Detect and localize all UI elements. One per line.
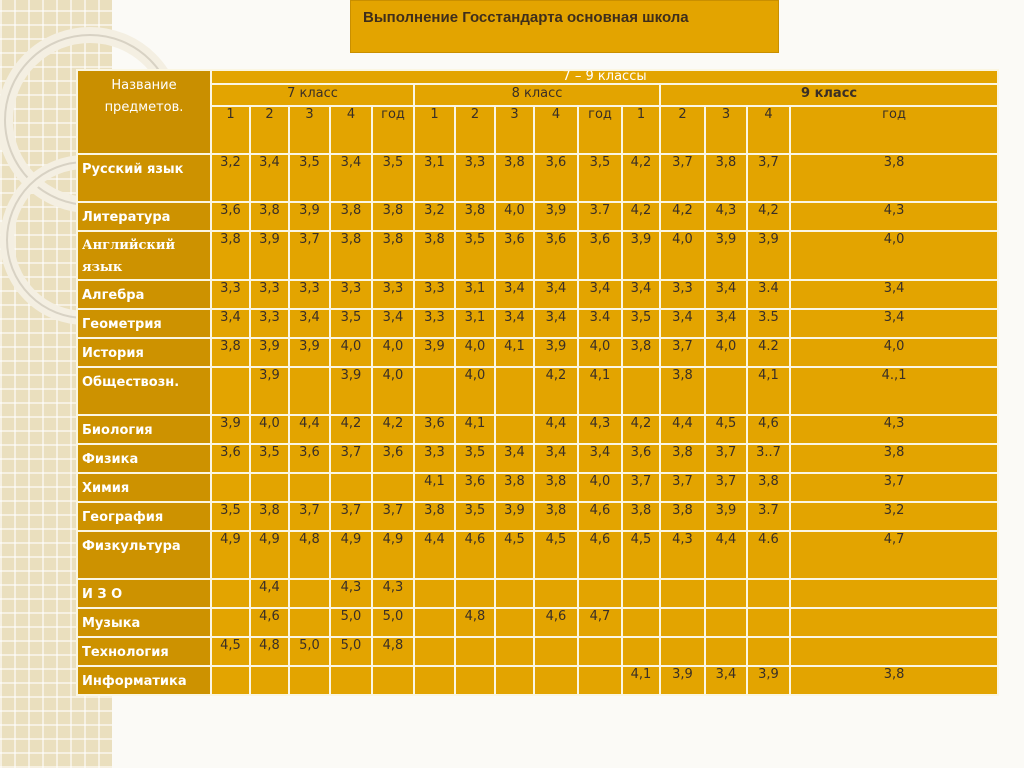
grade-cell: 3,9	[534, 338, 578, 367]
grade-cell: 3,3	[414, 309, 455, 338]
class-8-header: 8 класс	[414, 84, 660, 106]
table-row	[77, 502, 998, 531]
grade-cell: 3.4	[578, 309, 622, 338]
grade-cell: 3,6	[289, 444, 330, 473]
year-grade-cell: 4,7	[790, 531, 998, 579]
grade-cell	[622, 367, 660, 415]
grade-cell	[534, 637, 578, 666]
grade-cell: 4,1	[414, 473, 455, 502]
grade-cell: 4,5	[622, 531, 660, 579]
year-grade-cell: 4,0	[790, 231, 998, 280]
quarter-header-cell: 2	[455, 106, 495, 154]
grade-cell: 3,9	[250, 338, 289, 367]
grade-cell: 3,8	[211, 231, 250, 280]
grade-cell: 3,5	[455, 231, 495, 280]
grade-cell	[534, 579, 578, 608]
table-row	[77, 637, 998, 666]
grade-cell: 3,5	[372, 154, 414, 202]
table-row	[77, 231, 998, 280]
grade-cell: 4,9	[372, 531, 414, 579]
grade-cell: 4,2	[534, 367, 578, 415]
grade-cell: 3.4	[747, 280, 790, 309]
grade-cell: 3,9	[747, 231, 790, 280]
grade-cell: 4,0	[578, 473, 622, 502]
subject-name: Обществозн.	[77, 367, 211, 415]
grade-cell	[660, 637, 705, 666]
grade-cell: 4,6	[578, 531, 622, 579]
year-grade-cell	[790, 579, 998, 608]
grade-cell: 4,4	[660, 415, 705, 444]
grade-cell: 4,6	[578, 502, 622, 531]
class-7-header: 7 класс	[211, 84, 414, 106]
grade-cell: 3,8	[622, 338, 660, 367]
grade-cell	[455, 666, 495, 695]
grade-cell: 4.2	[747, 338, 790, 367]
grade-cell: 4,6	[534, 608, 578, 637]
grade-cell: 3,8	[534, 502, 578, 531]
grade-cell: 4,4	[534, 415, 578, 444]
grade-cell: 4,2	[622, 154, 660, 202]
grade-cell	[660, 579, 705, 608]
quarter-header-row	[77, 106, 998, 154]
table-row	[77, 444, 998, 473]
grade-cell: 3,7	[660, 154, 705, 202]
grade-cell: 3,4	[705, 309, 747, 338]
grade-cell: 3,6	[578, 231, 622, 280]
grade-cell: 3,6	[211, 444, 250, 473]
grade-cell	[622, 579, 660, 608]
grade-cell: 4,3	[330, 579, 372, 608]
grade-cell: 4,3	[372, 579, 414, 608]
grade-cell	[289, 367, 330, 415]
grade-cell: 4,8	[372, 637, 414, 666]
subject-name: Физкультура	[77, 531, 211, 579]
subject-name: Русский язык	[77, 154, 211, 202]
grade-cell: 4,4	[250, 579, 289, 608]
grade-cell: 4,0	[455, 367, 495, 415]
grade-cell: 4,1	[747, 367, 790, 415]
grade-cell: 3,4	[495, 280, 534, 309]
class-9-header: 9 класс	[660, 84, 998, 106]
year-grade-cell: 4,3	[790, 415, 998, 444]
subject-name: Информатика	[77, 666, 211, 695]
grade-cell: 3,8	[414, 502, 455, 531]
grade-cell: 3,3	[250, 280, 289, 309]
grade-cell: 4,0	[455, 338, 495, 367]
grade-cell	[622, 637, 660, 666]
grade-cell: 4,0	[372, 367, 414, 415]
grade-cell: 3,9	[705, 502, 747, 531]
grade-cell: 4,1	[495, 338, 534, 367]
grade-cell	[289, 473, 330, 502]
grade-cell: 3,9	[495, 502, 534, 531]
subject-name: Алгебра	[77, 280, 211, 309]
grade-cell: 4,9	[211, 531, 250, 579]
grade-cell: 4,4	[414, 531, 455, 579]
grade-cell: 3,5	[211, 502, 250, 531]
subject-header: Название предметов.	[77, 70, 211, 154]
quarter-header-cell: 1	[211, 106, 250, 154]
grade-cell: 4,3	[578, 415, 622, 444]
grade-cell	[414, 637, 455, 666]
grade-cell	[211, 367, 250, 415]
grade-cell: 3,4	[534, 444, 578, 473]
quarter-header-cell: год	[790, 106, 998, 154]
grade-cell: 4,1	[622, 666, 660, 695]
quarter-header-cell: 4	[747, 106, 790, 154]
grade-cell: 4,0	[495, 202, 534, 231]
table-row	[77, 608, 998, 637]
quarter-header-cell: 3	[495, 106, 534, 154]
grade-cell	[705, 367, 747, 415]
grade-cell: 4,3	[660, 531, 705, 579]
grade-cell	[250, 666, 289, 695]
quarter-header-cell: 2	[250, 106, 289, 154]
grade-cell: 3..7	[747, 444, 790, 473]
grade-cell: 3,8	[660, 367, 705, 415]
grade-cell: 4,5	[495, 531, 534, 579]
grade-cell: 3,9	[747, 666, 790, 695]
grade-cell	[289, 608, 330, 637]
grade-cell: 3,5	[622, 309, 660, 338]
grade-cell: 3,4	[705, 666, 747, 695]
grade-cell: 3,3	[330, 280, 372, 309]
grade-cell: 3,8	[534, 473, 578, 502]
grade-cell	[747, 637, 790, 666]
table-row	[77, 367, 998, 415]
grade-cell	[578, 637, 622, 666]
subject-name: История	[77, 338, 211, 367]
table-row	[77, 415, 998, 444]
year-grade-cell: 3,8	[790, 666, 998, 695]
grade-cell: 3,6	[495, 231, 534, 280]
grade-cell	[414, 579, 455, 608]
grade-cell	[414, 666, 455, 695]
grade-cell: 3,7	[289, 231, 330, 280]
grade-cell: 3,5	[455, 502, 495, 531]
grade-cell	[455, 637, 495, 666]
table-row	[77, 309, 998, 338]
grade-cell	[705, 637, 747, 666]
grade-cell: 3.7	[747, 502, 790, 531]
grade-cell	[211, 608, 250, 637]
grade-cell: 3,9	[705, 231, 747, 280]
table-row	[77, 280, 998, 309]
grade-cell: 4,0	[660, 231, 705, 280]
quarter-header-cell: год	[578, 106, 622, 154]
grade-cell: 3,6	[211, 202, 250, 231]
grade-cell: 3,8	[372, 202, 414, 231]
grade-cell: 3,8	[660, 502, 705, 531]
grade-cell: 3,3	[660, 280, 705, 309]
grade-cell: 3,4	[330, 154, 372, 202]
grade-cell: 3,6	[455, 473, 495, 502]
grade-cell: 4,9	[250, 531, 289, 579]
grade-cell: 3,7	[705, 444, 747, 473]
grade-cell: 3,4	[578, 444, 622, 473]
grade-cell: 4,8	[455, 608, 495, 637]
grade-cell: 3,1	[455, 280, 495, 309]
grade-cell: 3,8	[455, 202, 495, 231]
grade-cell: 4,2	[622, 415, 660, 444]
grade-cell: 3,4	[578, 280, 622, 309]
grade-cell: 3,4	[660, 309, 705, 338]
grade-cell: 3,4	[250, 154, 289, 202]
grade-cell: 4,6	[455, 531, 495, 579]
grade-cell: 3,8	[622, 502, 660, 531]
grade-cell	[578, 579, 622, 608]
grade-cell: 3,2	[414, 202, 455, 231]
grade-cell: 3,4	[705, 280, 747, 309]
grade-cell: 3,8	[495, 154, 534, 202]
grade-cell: 3,3	[372, 280, 414, 309]
grade-cell: 3,9	[534, 202, 578, 231]
grade-cell: 3,7	[289, 502, 330, 531]
grade-cell: 5,0	[330, 637, 372, 666]
grade-cell: 3,9	[414, 338, 455, 367]
year-grade-cell: 3,8	[790, 154, 998, 202]
grade-cell	[747, 579, 790, 608]
quarter-header-cell: 2	[660, 106, 705, 154]
grade-cell: 4,6	[250, 608, 289, 637]
grade-cell	[211, 579, 250, 608]
grade-cell	[330, 473, 372, 502]
grade-cell: 4,0	[250, 415, 289, 444]
grade-cell: 3,7	[705, 473, 747, 502]
grade-cell: 3,5	[250, 444, 289, 473]
grade-cell: 4,3	[705, 202, 747, 231]
grade-cell: 3,9	[289, 202, 330, 231]
grade-cell: 4,1	[455, 415, 495, 444]
grade-cell: 3,4	[495, 309, 534, 338]
grade-cell: 5,0	[372, 608, 414, 637]
grade-cell: 4,0	[372, 338, 414, 367]
grade-cell: 3,8	[414, 231, 455, 280]
grade-cell: 3,6	[372, 444, 414, 473]
year-grade-cell: 3,7	[790, 473, 998, 502]
grade-cell: 4,8	[250, 637, 289, 666]
grade-cell: 3,8	[330, 231, 372, 280]
grade-cell	[211, 666, 250, 695]
subject-name: Музыка	[77, 608, 211, 637]
table-row	[77, 579, 998, 608]
grade-cell	[578, 666, 622, 695]
grade-cell: 3,7	[660, 338, 705, 367]
grade-cell: 5,0	[330, 608, 372, 637]
table-row	[77, 473, 998, 502]
grade-cell	[495, 666, 534, 695]
grade-cell: 3,8	[660, 444, 705, 473]
grade-cell	[495, 415, 534, 444]
grade-cell: 4,7	[578, 608, 622, 637]
quarter-header-cell: 3	[289, 106, 330, 154]
subject-name: Технология	[77, 637, 211, 666]
grade-cell: 4,4	[289, 415, 330, 444]
grade-cell: 3,8	[330, 202, 372, 231]
grade-cell: 3,4	[534, 280, 578, 309]
year-grade-cell: 3,4	[790, 280, 998, 309]
grade-cell	[534, 666, 578, 695]
grade-cell: 3,9	[330, 367, 372, 415]
grade-cell: 3,8	[705, 154, 747, 202]
grade-cell	[372, 473, 414, 502]
grade-cell: 3,1	[455, 309, 495, 338]
grade-cell: 3.7	[578, 202, 622, 231]
results-table	[76, 69, 999, 696]
quarter-header-cell: 4	[330, 106, 372, 154]
grade-cell: 4,2	[372, 415, 414, 444]
grade-cell: 3,7	[622, 473, 660, 502]
grade-cell: 4,8	[289, 531, 330, 579]
table-row	[77, 531, 998, 579]
grade-cell	[330, 666, 372, 695]
year-grade-cell	[790, 637, 998, 666]
grade-cell	[495, 637, 534, 666]
subject-name: Английский язык	[77, 231, 211, 280]
year-grade-cell: 4,3	[790, 202, 998, 231]
grade-cell: 3,5	[578, 154, 622, 202]
grade-cell: 3,7	[660, 473, 705, 502]
grade-cell	[372, 666, 414, 695]
table-row	[77, 154, 998, 202]
grade-cell: 3,8	[211, 338, 250, 367]
grade-cell: 3,6	[622, 444, 660, 473]
grade-cell: 3,4	[211, 309, 250, 338]
grade-cell: 3,4	[372, 309, 414, 338]
grade-cell	[414, 608, 455, 637]
grade-cell: 3,7	[747, 154, 790, 202]
year-grade-cell	[790, 608, 998, 637]
grade-cell: 4,2	[622, 202, 660, 231]
year-grade-cell: 3,2	[790, 502, 998, 531]
grade-cell: 4,5	[705, 415, 747, 444]
grade-cell: 3,5	[455, 444, 495, 473]
quarter-header-cell: 4	[534, 106, 578, 154]
grade-cell	[660, 608, 705, 637]
grade-cell	[705, 608, 747, 637]
grade-cell	[289, 579, 330, 608]
grade-cell	[250, 473, 289, 502]
grade-cell: 3,8	[495, 473, 534, 502]
grade-cell: 4,2	[747, 202, 790, 231]
grade-cell: 4,4	[705, 531, 747, 579]
grade-cell: 3,6	[414, 415, 455, 444]
grade-cell: 3,6	[534, 154, 578, 202]
grade-cell: 3,9	[250, 367, 289, 415]
grade-cell: 4,0	[578, 338, 622, 367]
quarter-header-cell: 1	[414, 106, 455, 154]
grade-cell: 4.6	[747, 531, 790, 579]
grade-cell	[455, 579, 495, 608]
subject-name: Биология	[77, 415, 211, 444]
grade-cell: 3,5	[289, 154, 330, 202]
grade-cell: 3,3	[289, 280, 330, 309]
grade-cell: 4,1	[578, 367, 622, 415]
grade-cell: 4,2	[660, 202, 705, 231]
grade-cell: 3,4	[622, 280, 660, 309]
year-grade-cell: 3,4	[790, 309, 998, 338]
table-row	[77, 202, 998, 231]
table-row	[77, 666, 998, 695]
grade-cell: 5,0	[289, 637, 330, 666]
grade-cell	[414, 367, 455, 415]
grade-cell	[495, 367, 534, 415]
page-title: Выполнение Госстандарта основная школа	[363, 9, 689, 26]
grade-cell: 3,2	[211, 154, 250, 202]
grade-cell: 3,8	[372, 231, 414, 280]
grade-cell: 4,9	[330, 531, 372, 579]
grade-cell: 3,8	[250, 502, 289, 531]
grade-cell: 3,4	[495, 444, 534, 473]
grade-cell: 3,1	[414, 154, 455, 202]
grade-cell: 3,7	[330, 444, 372, 473]
title-box	[350, 0, 779, 53]
grade-cell	[622, 608, 660, 637]
grade-cell: 3,9	[211, 415, 250, 444]
grade-cell: 4,6	[747, 415, 790, 444]
grade-cell: 3,5	[330, 309, 372, 338]
grade-cell: 4,0	[705, 338, 747, 367]
grade-cell	[705, 579, 747, 608]
grade-cell: 3,3	[455, 154, 495, 202]
grade-cell: 3,3	[414, 280, 455, 309]
quarter-header-cell: 3	[705, 106, 747, 154]
grade-cell: 4,5	[534, 531, 578, 579]
grade-cell: 3,9	[289, 338, 330, 367]
year-grade-cell: 3,8	[790, 444, 998, 473]
grade-cell: 3.5	[747, 309, 790, 338]
grade-cell	[747, 608, 790, 637]
table-row	[77, 338, 998, 367]
grade-cell: 3,3	[250, 309, 289, 338]
subject-name: Геометрия	[77, 309, 211, 338]
grade-cell: 3,9	[660, 666, 705, 695]
subject-name: Химия	[77, 473, 211, 502]
grade-cell: 3,3	[211, 280, 250, 309]
grade-cell: 3,3	[414, 444, 455, 473]
grade-cell	[211, 473, 250, 502]
grade-cell: 3,4	[534, 309, 578, 338]
subject-name: И З О	[77, 579, 211, 608]
grade-cell	[495, 579, 534, 608]
grade-cell: 4,2	[330, 415, 372, 444]
grade-cell: 3,6	[534, 231, 578, 280]
grade-cell	[495, 608, 534, 637]
quarter-header-cell: год	[372, 106, 414, 154]
grade-cell: 3,9	[622, 231, 660, 280]
subject-name: География	[77, 502, 211, 531]
grade-cell: 4,5	[211, 637, 250, 666]
year-grade-cell: 4,0	[790, 338, 998, 367]
grade-cell: 4,0	[330, 338, 372, 367]
grade-cell: 3,7	[330, 502, 372, 531]
grade-group-header: 7 – 9 классы	[211, 70, 998, 84]
grade-cell: 3,4	[289, 309, 330, 338]
subject-name: Физика	[77, 444, 211, 473]
grade-cell: 3,7	[372, 502, 414, 531]
subject-name: Литература	[77, 202, 211, 231]
grade-cell: 3,8	[747, 473, 790, 502]
grade-cell	[289, 666, 330, 695]
grade-cell: 3,9	[250, 231, 289, 280]
grade-cell: 3,8	[250, 202, 289, 231]
year-grade-cell: 4.,1	[790, 367, 998, 415]
quarter-header-cell: 1	[622, 106, 660, 154]
